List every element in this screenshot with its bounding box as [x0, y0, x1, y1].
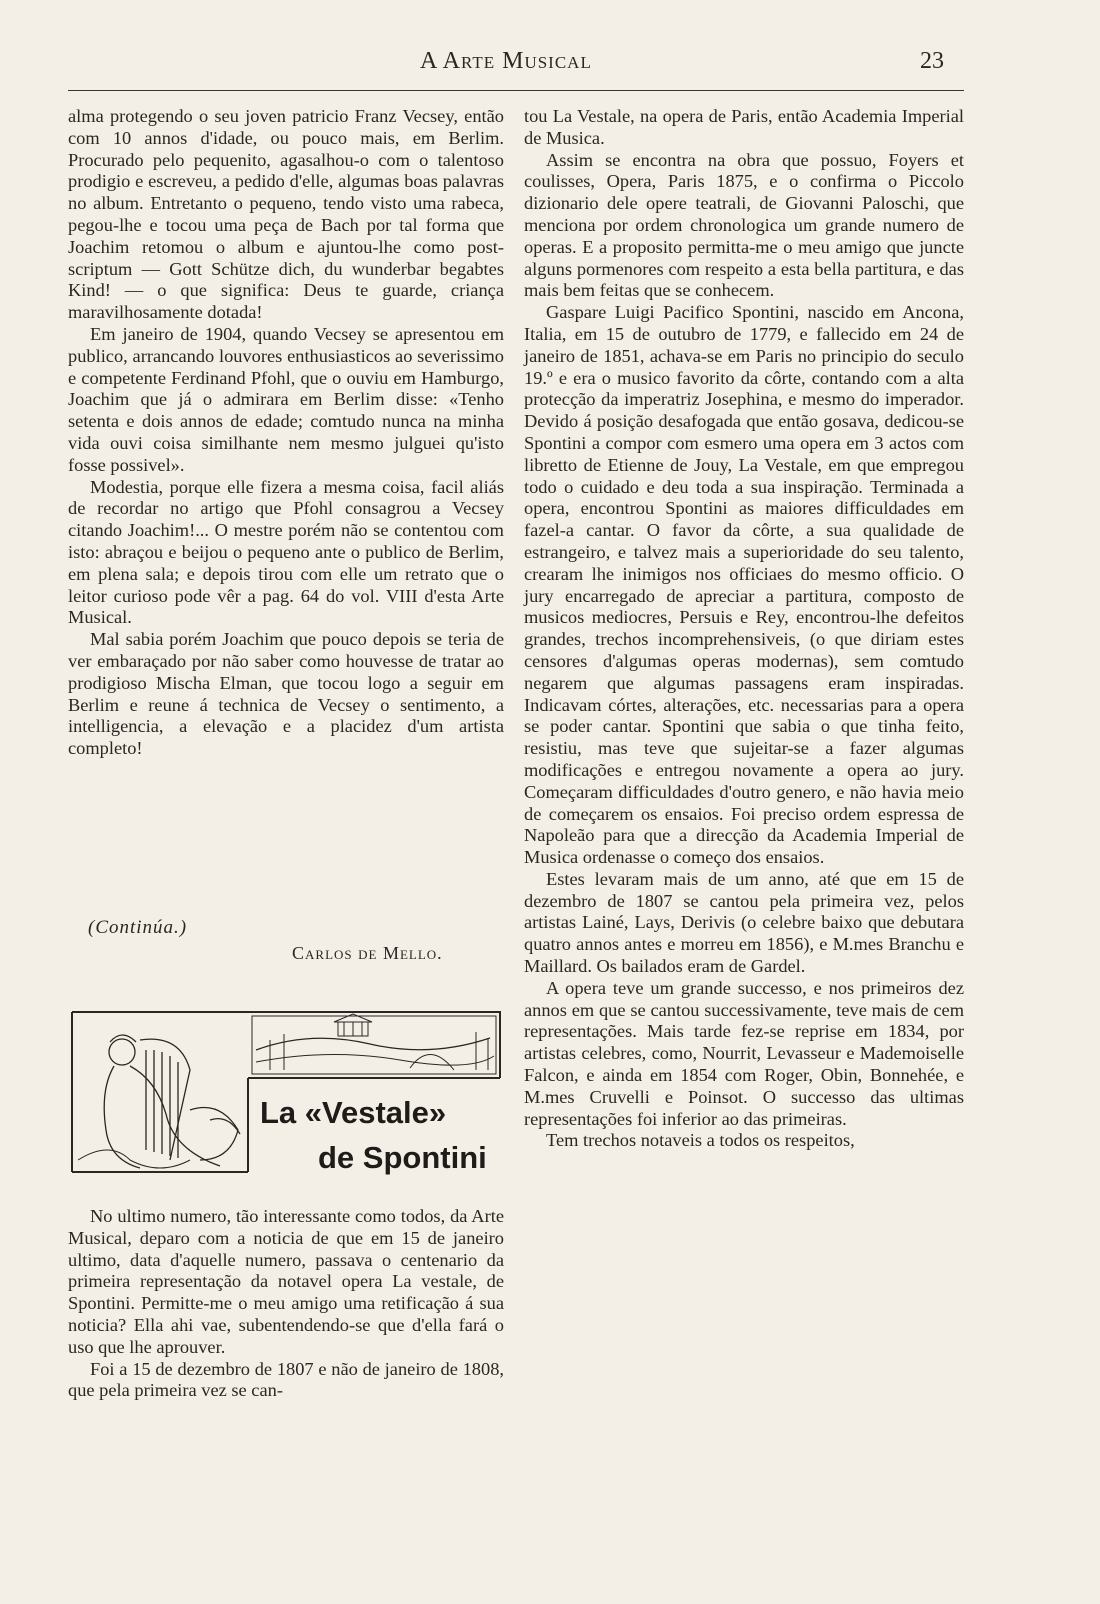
paragraph: Foi a 15 de dezembro de 1807 e não de janeiro de 1808, que pela primeira vez se can-: [68, 1358, 504, 1401]
paragraph: Estes levaram mais de um anno, até que em 15 de dezembro de 1807 se cantou pela primeira vez, pelos artistas Lainé, Lays, Derivis (o celebre baixo que debutara quatro annos antes e morreu em 1856), e M.mes Branchu e Maillard. Os bailados eram de Gardel.: [524, 868, 964, 977]
paragraph: Gaspare Luigi Pacifico Spontini, nascido em Ancona, Italia, em 15 de outubro de 1779, e fallecido em 24 de janeiro de 1851, achava-se em Paris no principio do seculo 19.º e era o musico favorito da côrte, contando com a alta protecção da imperatriz Josephina, e mesmo do imperador. Devido á posição desafogada que então gosava, dedicou-se Spontini a compor com esmero uma opera em 3 actos com libretto de Etienne de Jouy, La Vestale, em que empregou todo o cuidado e deu toda a sua inspiração. Terminada a opera, encontrou Spontini as maiores difficuldades em fazel-a cantar. O favor da côrte, a sua qualidade de estrangeiro, e talvez mais a superioridade do seu talento, crearam lhe inimigos nos officiaes do mesmo officio. O jury encarregado de apreciar a partitura, composto de musicos mediocres, Persuis e Rey, encontrou-lhe defeitos grandes, trechos incomprehensiveis, (o que diriam estes censores d'algumas operas modernas), sem comtudo negarem que algumas passagens eram inspiradas. Indicavam córtes, alterações, etc. necessarias para a opera se poder cantar. Spontini que sabia o que tinha feito, resistiu, mas teve que sujeitar-se a fazer algumas modificações e entregou novamente a opera ao jury. Começaram difficuldades d'outro genero, e não havia meio de começarem os ensaios. Foi preciso ordem espressa de Napoleão para que a direcção da Academia Imperial de Musica ordenasse o começo dos ensaios.: [524, 302, 964, 868]
author-signature: Carlos de Mello.: [292, 943, 443, 963]
paragraph: Tem trechos notaveis a todos os respeitos,: [546, 1130, 855, 1151]
page-number: 23: [920, 48, 944, 74]
paragraph: alma protegendo o seu joven patricio Franz Vecsey, então com 10 annos d'idade, ou pouco mais, em Berlim. Procurado pelo pequenito, agasalhou-o com o talentoso prodigio e escreveu, a pedido d'elle, algumas boas palavras no album. Entretanto o pequeno, tendo visto uma rabeca, pegou-lhe e tocou uma peça de Bach por tal forma que Joachim retomou o album e ajuntou-lhe como post-scriptum — Gott Schütze dich, du wunderbar begabtes Kind! — o que significa: Deus te guarde, criança maravilhosamente dotada!: [68, 106, 504, 323]
paragraph: Assim se encontra na obra que possuo, Foyers et coulisses, Opera, Paris 1875, e o confirma o Piccolo dizionario dele opere teatrali, de Giovanni Paloschi, que menciona por ordem chronologica um grande numero de operas. E a proposito permitta-me o meu amigo que juncte alguns pormenores com respeito a esta bella partitura, e das mais bem feitas que se conhecem.: [524, 149, 964, 301]
paragraph: Mal sabia porém Joachim que pouco depois se teria de ver embaraçado por não saber como houvesse de tratar ao prodigioso Mischa Elman, que tocou logo a seguir em Berlim e reune á technica de Vecsey o sentimento, a intelligencia, a elevação e a placidez d'um artista completo!: [68, 629, 504, 759]
paragraph: Modestia, porque elle fizera a mesma coisa, facil aliás de recordar no artigo que Pfohl consagrou a Vecsey citando Joachim!... O mestre porém não se contentou com isto: abraçou e beijou o pequeno ante o publico de Berlim, em plena sala; e depois tirou com elle um retrato que o leitor curioso pode vêr a pag. 64 do vol. VIII d'esta Arte Musical.: [68, 476, 504, 628]
header-rule: [68, 90, 964, 91]
article-banner: [70, 1010, 502, 1175]
paragraph: A opera teve um grande successo, e nos primeiros dez annos em que se cantou successivamente, teve mais de cem representações. Mais tarde fez-se reprise em 1834, por artistas celebres, como, Nourrit, Levasseur e Mademoiselle Falcon, e ainda em 1854 com Roger, Obin, Bonnehée, e M.mes Cruvelli e Poinsot. O successo das ultimas representações foi inferior ao das primeiras.: [524, 977, 964, 1129]
paragraph: No ultimo numero, tão interessante como todos, da Arte Musical, deparo com a noticia de que em 15 de janeiro ultimo, data d'aquelle numero, passava o centenario da primeira representação da notavel opera La vestale, de Spontini. Permitte-me o meu amigo uma retificação á sua noticia? Ella ahi vae, subentendendo-se que d'ella fará o uso que lhe aprouver.: [68, 1206, 504, 1357]
page-header: [0, 42, 1100, 78]
article-title-line2: de Spontini: [318, 1140, 487, 1175]
paragraph: Em janeiro de 1904, quando Vecsey se apresentou em publico, arrancando louvores enthusiasticos ao severissimo e competente Ferdinand Pfohl, que o ouviu em Hamburgo, Joachim que já o admirara em Berlim disse: «Tenho setenta e dois annos de edade; comtudo nunca na minha vida ouvi coisa similhante nem mesmo julguei qu'isto fosse possivel».: [68, 323, 504, 475]
article-left-column: [68, 1206, 504, 1402]
right-column: [524, 106, 964, 1152]
left-column: [68, 106, 504, 760]
continua-note: (Continúa.): [88, 917, 188, 938]
paragraph: tou La Vestale, na opera de Paris, então Academia Imperial de Musica.: [524, 106, 964, 148]
journal-title: A Arte Musical: [420, 48, 592, 74]
article-title-line1: La «Vestale»: [260, 1095, 447, 1130]
